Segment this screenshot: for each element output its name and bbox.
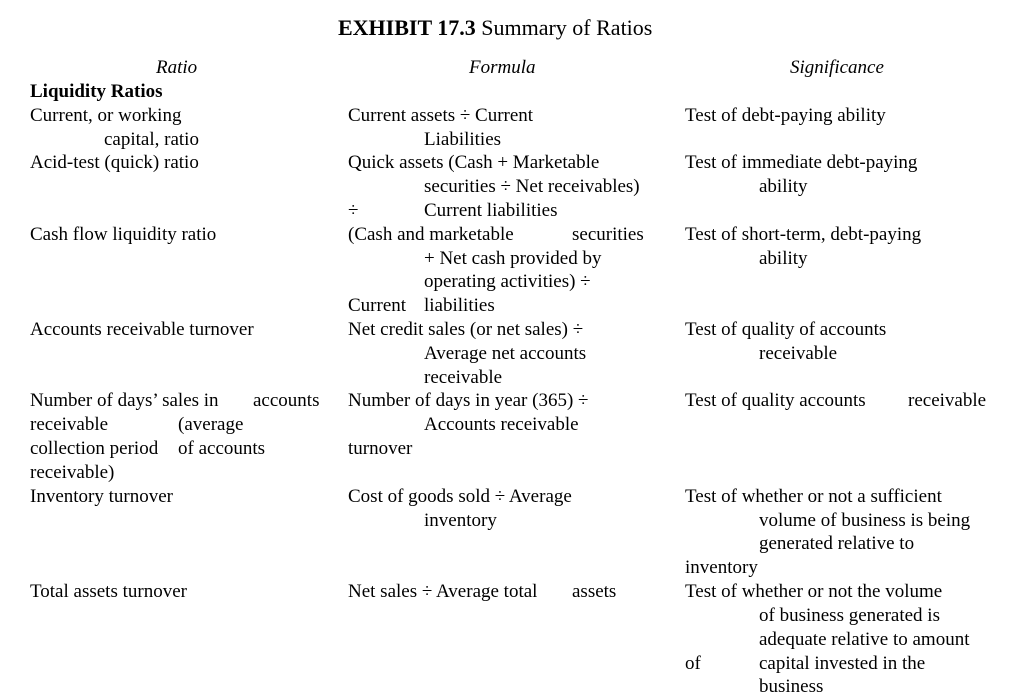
- formula-text: Net sales ÷ Average total: [348, 581, 538, 602]
- formula-text: Current assets ÷ Current: [348, 105, 534, 126]
- formula-text: Current liabilities: [424, 200, 558, 221]
- formula-text: Accounts receivable: [424, 414, 579, 435]
- significance-text: generated relative to: [759, 533, 915, 554]
- significance-text: inventory: [685, 557, 758, 578]
- ratio-name: Cash flow liquidity ratio: [30, 224, 217, 245]
- significance-text: receivable: [759, 343, 838, 364]
- formula-text: Current: [348, 295, 407, 316]
- ratio-name: Total assets turnover: [30, 581, 187, 602]
- formula-text: inventory: [424, 510, 497, 531]
- formula-text: operating activities) ÷: [424, 271, 591, 292]
- formula-text: turnover: [348, 438, 413, 459]
- header-significance: Significance: [790, 57, 884, 78]
- formula-text: (Cash and marketable: [348, 224, 514, 245]
- significance-text: receivable: [908, 390, 987, 411]
- significance-text: Test of debt-paying ability: [685, 105, 886, 126]
- formula-text: Average net accounts: [424, 343, 587, 364]
- significance-text: Test of quality accounts: [685, 390, 866, 411]
- significance-text: Test of immediate debt-paying: [685, 152, 918, 173]
- ratio-name: Number of days’ sales in: [30, 390, 219, 411]
- formula-text: Cost of goods sold ÷ Average: [348, 486, 572, 507]
- significance-text: capital invested in the: [759, 653, 926, 674]
- formula-text: ÷: [348, 200, 359, 221]
- ratio-name: collection period: [30, 438, 159, 459]
- formula-text: Liabilities: [424, 129, 502, 150]
- formula-text: securities: [572, 224, 644, 245]
- formula-text: assets: [572, 581, 617, 602]
- formula-text: + Net cash provided by: [424, 248, 602, 269]
- ratio-name: of accounts: [178, 438, 266, 459]
- ratio-name: Current, or working: [30, 105, 182, 126]
- significance-text: Test of short-term, debt-paying: [685, 224, 922, 245]
- formula-text: Number of days in year (365) ÷: [348, 390, 589, 411]
- significance-text: ability: [759, 248, 808, 269]
- ratio-name: (average: [178, 414, 244, 435]
- significance-text: Test of quality of accounts: [685, 319, 887, 340]
- formula-text: Quick assets (Cash + Marketable: [348, 152, 600, 173]
- formula-text: receivable: [424, 367, 503, 388]
- header-ratio: Ratio: [156, 57, 198, 78]
- ratio-name: Accounts receivable turnover: [30, 319, 254, 340]
- significance-text: of business generated is: [759, 605, 940, 626]
- exhibit-title: [338, 14, 652, 42]
- header-formula: Formula: [469, 57, 536, 78]
- ratio-name: capital, ratio: [104, 129, 199, 150]
- significance-text: Test of whether or not the volume: [685, 581, 943, 602]
- exhibit-number: EXHIBIT 17.3: [338, 15, 476, 40]
- exhibit-title-text: Summary of Ratios: [481, 15, 653, 40]
- formula-text: Net credit sales (or net sales) ÷: [348, 319, 584, 340]
- ratio-name: receivable: [30, 414, 109, 435]
- formula-text: securities ÷ Net receivables): [424, 176, 640, 197]
- significance-text: of: [685, 653, 701, 674]
- ratio-name: Inventory turnover: [30, 486, 173, 507]
- significance-text: Test of whether or not a sufficient: [685, 486, 942, 507]
- significance-text: adequate relative to amount: [759, 629, 970, 650]
- ratio-name: accounts: [253, 390, 320, 411]
- significance-text: volume of business is being: [759, 510, 971, 531]
- significance-text: ability: [759, 176, 808, 197]
- ratio-name: Acid-test (quick) ratio: [30, 152, 199, 173]
- section-liquidity-ratios: Liquidity Ratios: [30, 81, 163, 102]
- ratio-name: receivable): [30, 462, 115, 483]
- formula-text: liabilities: [424, 295, 495, 316]
- significance-text: business: [759, 676, 824, 697]
